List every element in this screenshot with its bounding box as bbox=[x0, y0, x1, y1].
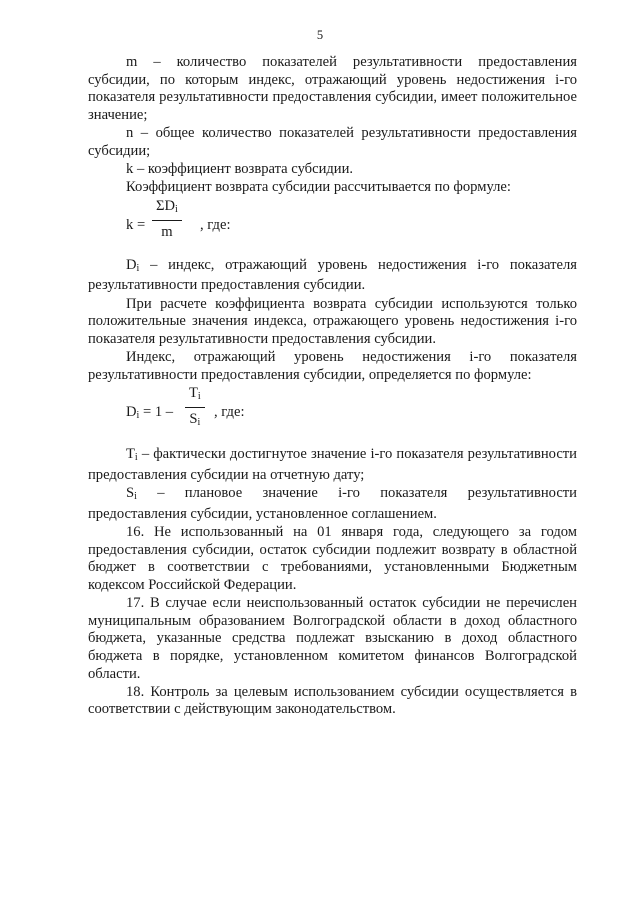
formula-d-numerator: $T_i$ bbox=[185, 384, 205, 408]
page-number: 5 bbox=[316, 28, 324, 42]
formula-k-lhs: k = bbox=[126, 216, 146, 233]
paragraph-t-definition: $T_i$ – фактически достигнутое значение i-го показателя результативности предоставления субсидии на отчетную дату; bbox=[88, 446, 577, 483]
formula-d-denominator: $S_i$ bbox=[189, 411, 201, 429]
paragraph-18: 18. Контроль за целевым использованием субсидии осуществляется в соответствии с действующим законодательством. bbox=[88, 683, 577, 718]
paragraph-n-definition: n – общее количество показателей результативности предоставления субсидии; bbox=[88, 125, 577, 159]
formula-k-denominator: m bbox=[161, 223, 173, 240]
paragraph-17: 17. В случае если неиспользованный остаток субсидии не перечислен муниципальным образованием Волгоградской области в доход областного бюджета, указанные средства подлежат взысканию в доход областного бюджета в порядке, установленном комитетом финансов Волгоградской области. bbox=[88, 595, 577, 682]
formula-k-suffix: , где: bbox=[200, 216, 231, 233]
paragraph-16: 16. Не использованный на 01 января года, следующего за годом предоставления субсидии, остаток субсидии подлежит возврату в областной бюджет в соответствии с требованиями, установленными Бюджетным кодексом Российской Федерации. bbox=[88, 524, 577, 593]
paragraph-d-definition: $D_i$ – индекс, отражающий уровень недостижения i-го показателя результативности предоставления субсидии. bbox=[88, 256, 577, 294]
formula-d-fraction bbox=[185, 384, 205, 432]
formula-d-lhs: $D_i = 1$ – bbox=[126, 404, 174, 422]
document-body bbox=[88, 54, 577, 719]
formula-k bbox=[88, 197, 577, 257]
paragraph-m-definition: m – количество показателей результативности предоставления субсидии, по которым индекс, отражающий уровень недостижения i-го показателя результативности предоставления субсидии, имеет положительное значение; bbox=[88, 54, 577, 123]
paragraph-s-definition: $S_i$ – плановое значение i-го показателя результативности предоставления субсидии, установленное соглашением. bbox=[88, 485, 577, 522]
paragraph-positive-values: При расчете коэффициента возврата субсидии используются только положительные значения индекса, отражающего уровень недостижения i-го показателя результативности предоставления субсидии. bbox=[88, 295, 577, 347]
formula-k-numerator: $\Sigma D_i$ bbox=[152, 197, 182, 221]
paragraph-k-definition: k – коэффициент возврата субсидии. bbox=[126, 160, 354, 177]
paragraph-d-formula-intro: Индекс, отражающий уровень недостижения i-го показателя результативности предоставления субсидии, определяется по формуле: bbox=[88, 349, 577, 383]
formula-d-suffix: , где: bbox=[214, 404, 245, 421]
formula-k-fraction bbox=[152, 197, 182, 241]
paragraph-k-formula-intro: Коэффициент возврата субсидии рассчитывается по формуле: bbox=[126, 179, 511, 196]
formula-d bbox=[88, 384, 577, 446]
